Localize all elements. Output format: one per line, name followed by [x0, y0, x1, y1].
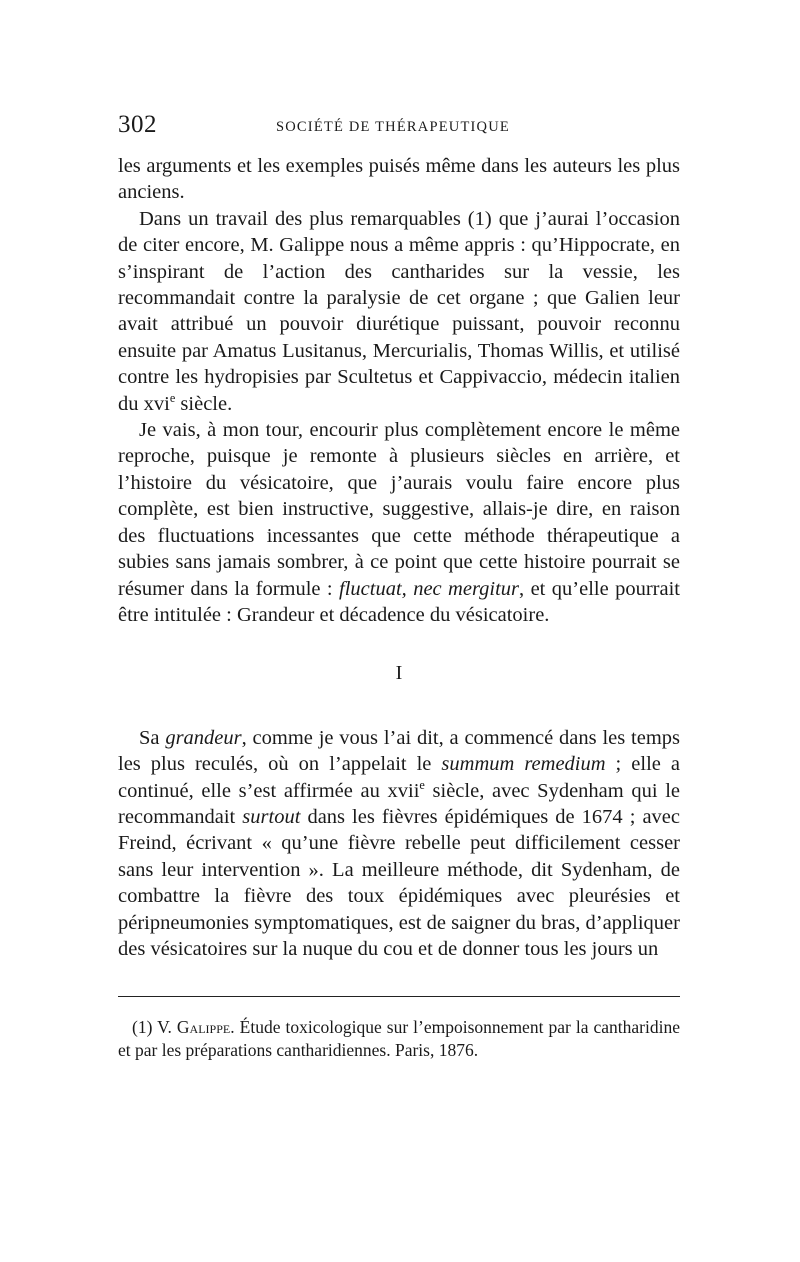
body-text: [118, 153, 680, 962]
paragraph-2: [118, 206, 680, 417]
paragraph-4-text-d: siècle, avec Sydenham qui le recommandait: [118, 779, 680, 828]
paragraph-1: [118, 153, 680, 206]
paragraph-3-text-b: , et qu’elle pourrait être intitulée : Grandeur et décadence du vésicatoire.: [118, 577, 680, 626]
century-superscript-2: e: [419, 777, 425, 792]
paragraph-3: [118, 417, 680, 628]
century-numeral-2: xvii: [387, 779, 420, 802]
footnote-1: [118, 1016, 680, 1062]
century-numeral: xvi: [143, 392, 170, 415]
footnote-divider: [118, 996, 680, 997]
paragraph-2-text-a: Dans un travail des plus remarquables (1) que j’aurai l’occasion de citer encore, M. Galippe nous a même appris : qu’Hippocrate, en s’inspirant de l’action des cantharides sur la vessie, les recommandait contre la paralysie de cet organe ; que Galien leur avait attribué un pouvoir diurétique puissant, pouvoir reconnu ensuite par Amatus Lusitanus, Mercurialis, Thomas Willis, et utilisé contre les hydropisies par Scultetus et Cappivaccio, médecin italien du: [118, 207, 680, 415]
italic-surtout: surtout: [242, 805, 301, 828]
paragraph-4-text-b: , comme je vous l’ai dit, a commencé dans les temps les plus reculés, où on l’appelait le: [118, 726, 680, 776]
footnote-marker: (1) V.: [132, 1017, 177, 1037]
footnotes: [118, 1016, 680, 1062]
page-number: 302: [118, 111, 157, 138]
page-header: [118, 111, 680, 141]
paragraph-4: [118, 725, 680, 963]
paragraph-4-text-c: ; elle a continué, elle s’est affirmée au: [118, 753, 680, 802]
italic-summum-remedium: summum remedium: [441, 753, 606, 776]
footnote-author: Galippe: [176, 1017, 231, 1037]
century-superscript: e: [169, 390, 176, 405]
paragraph-1-text: les arguments et les exemples puisés même dans les auteurs les plus anciens.: [118, 155, 680, 204]
italic-grandeur: grandeur: [165, 726, 242, 749]
paragraph-4-text-e: dans les fièvres épidémiques de 1674 ; avec Freind, écrivant « qu’une fièvre rebelle peut difficilement cesser sans leur intervention ». La meilleure méthode, dit Sydenham, de combattre la fièvre des toux épidémiques avec pleurésies et péripneumonies symptomatiques, est de saigner du bras, d’appliquer des vésicatoires sur la nuque du cou et de donner tous les jours un: [118, 805, 680, 960]
footnote-text: . Étude toxicologique sur l’empoisonnement par la cantharidine et par les préparations cantharidiennes. Paris, 1876.: [118, 1017, 680, 1060]
paragraph-4-text-a: Sa: [139, 726, 166, 749]
paragraph-2-text-b: siècle.: [175, 392, 233, 415]
paragraph-3-text-a: Je vais, à mon tour, encourir plus complètement encore le même reproche, puisque je remonte à plusieurs siècles en arrière, et l’histoire du vésicatoire, que j’aurais voulu faire encore plus complète, est bien instructive, suggestive, allais-je dire, en raison des fluctuations incessantes que cette méthode thérapeutique a subies sans jamais sombrer, à ce point que cette histoire pourrait se résumer dans la formule :: [118, 419, 680, 600]
latin-motto: fluctuat, nec mergitur: [339, 577, 520, 600]
section-heading: I: [395, 662, 403, 685]
running-title: SOCIÉTÉ DE THÉRAPEUTIQUE: [276, 119, 510, 135]
